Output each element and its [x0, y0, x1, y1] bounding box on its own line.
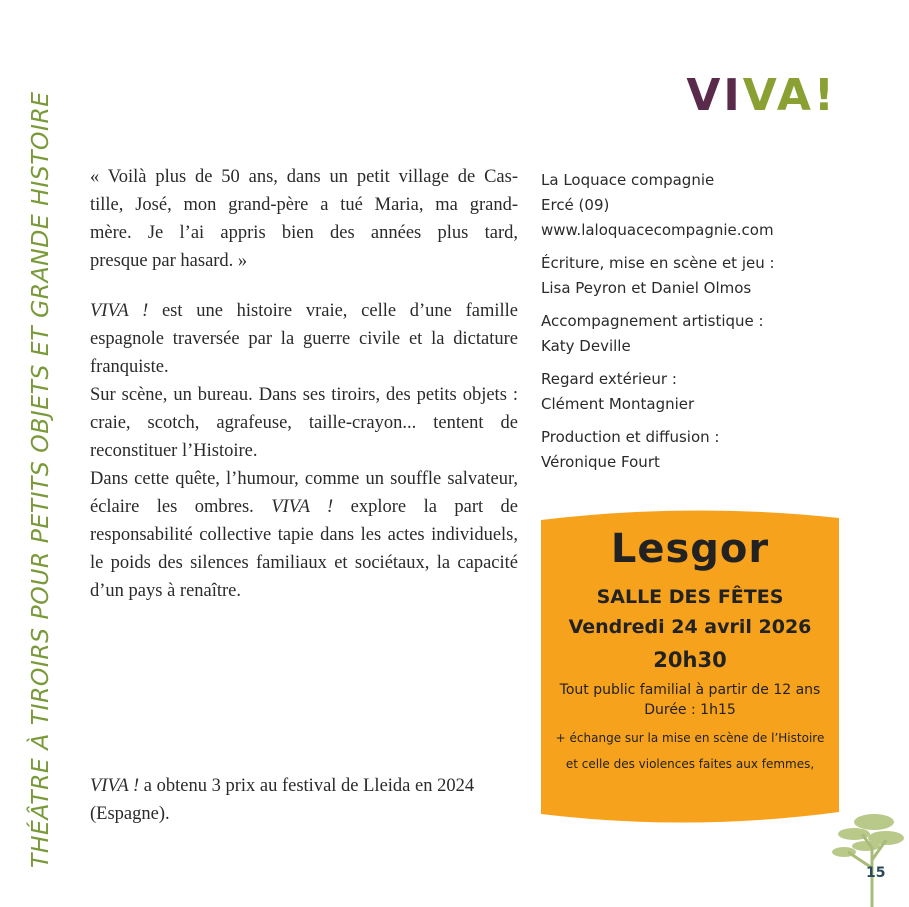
- company-info: [541, 168, 841, 475]
- credit-block: [541, 309, 841, 359]
- paragraph-1-title: VIVA !: [90, 301, 149, 321]
- event-venue: SALLE DES FÊTES: [596, 586, 784, 608]
- intro-line-3: mère. Je l’ai appris bien des années plus tard,: [90, 223, 518, 243]
- credit-block: [541, 251, 841, 301]
- paragraph-2: Sur scène, un bureau. Dans ses tiroirs, des petits objets : craie, scotch, agrafeuse, taille-crayon... tentent de reconstituer l’Histoire.: [90, 385, 518, 461]
- event-box: [541, 508, 839, 823]
- credit-role: Regard extérieur :: [541, 370, 677, 388]
- title-part-1: VI: [686, 70, 743, 121]
- event-details: [541, 508, 839, 776]
- page-number: 15: [866, 865, 886, 881]
- event-date: Vendredi 24 avril 2026: [568, 616, 812, 638]
- event-extra-1: + échange sur la mise en scène de l’Histoire: [555, 731, 825, 745]
- paragraph-3-start: Dans cette quête, l’humour, comme un souffle salvateur, éclaire les ombres.: [90, 469, 518, 517]
- side-vertical-title: THÉÂTRE À TIROIRS POUR PETITS OBJETS ET GRANDE HISTOIRE: [26, 91, 54, 868]
- credit-block: [541, 367, 841, 417]
- credit-block: [541, 425, 841, 475]
- event-time: 20h30: [653, 648, 727, 672]
- credit-role: Accompagnement artistique :: [541, 312, 764, 330]
- main-text: [90, 163, 518, 605]
- company-website[interactable]: www.laloquacecompagnie.com: [541, 221, 774, 239]
- prize-note: [90, 772, 518, 828]
- paragraph-1: [90, 297, 518, 381]
- credit-people: Katy Deville: [541, 337, 631, 355]
- credit-role: Production et diffusion :: [541, 428, 720, 446]
- paragraph-1-text: est une histoire vraie, celle d’une famille espagnole traversée par la guerre civile et la dictature franquiste.: [90, 301, 519, 377]
- prize-text: a obtenu 3 prix au festival de Lleida en 2024: [139, 776, 475, 796]
- event-audience: Tout public familial à partir de 12 ans: [559, 682, 821, 698]
- intro-line-2: tille, José, mon grand-père a tué Maria, ma grand-: [90, 195, 518, 215]
- credit-people: Véronique Fourt: [541, 453, 660, 471]
- company-name: La Loquace compagnie: [541, 171, 715, 189]
- credit-people: Lisa Peyron et Daniel Olmos: [541, 279, 752, 297]
- intro-line-1: « Voilà plus de 50 ans, dans un petit village de Cas-: [90, 167, 518, 187]
- event-extra-2: et celle des violences faites aux femmes,: [565, 757, 815, 771]
- title-part-3: !: [813, 70, 837, 121]
- paragraph-3: [90, 465, 518, 605]
- intro-line-4: presque par hasard. »: [90, 251, 248, 271]
- paragraph-3-title: VIVA !: [271, 497, 334, 517]
- title-part-2: VA: [742, 70, 814, 121]
- event-town: Lesgor: [610, 526, 770, 572]
- prize-title: VIVA !: [90, 776, 140, 796]
- company-location: Ercé (09): [541, 196, 610, 214]
- paragraph-3-text: explore la part de responsabilité collective tapie dans les actes individuels, le poids des silences familiaux et sociétaux, la capacité d’un pays à renaître.: [90, 497, 519, 601]
- prize-country: (Espagne).: [90, 804, 170, 824]
- event-duration: Durée : 1h15: [644, 702, 736, 718]
- credit-people: Clément Montagnier: [541, 395, 695, 413]
- show-title: [686, 70, 837, 121]
- credit-role: Écriture, mise en scène et jeu :: [541, 254, 775, 272]
- tree-icon: [826, 808, 909, 907]
- intro-quote: [90, 163, 518, 275]
